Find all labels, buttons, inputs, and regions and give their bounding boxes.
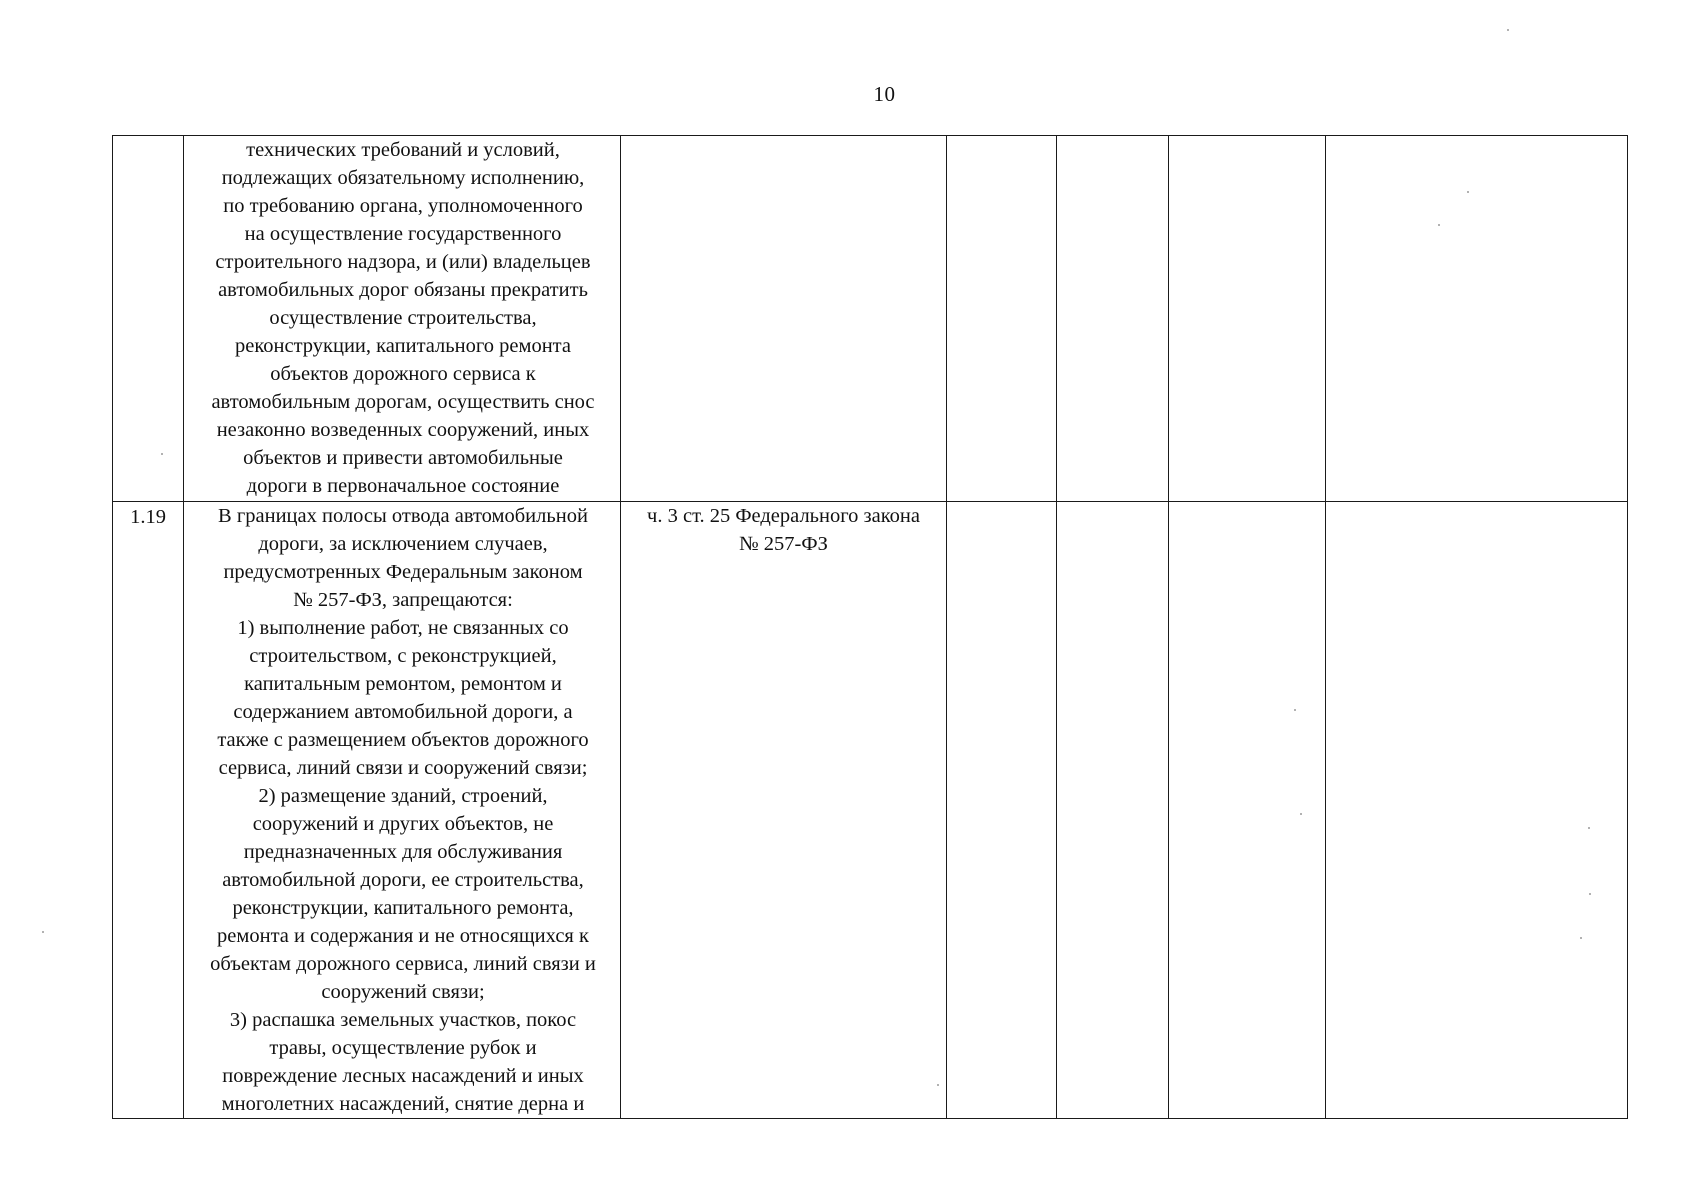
requirement-line: незаконно возведенных сооружений, иных [216, 419, 590, 441]
requirement-line: травы, осуществление рубок и [269, 1037, 537, 1059]
empty-cell [1326, 136, 1628, 502]
scan-speck [1294, 709, 1296, 711]
requirement-line: ремонта и содержания и не относящихся к [217, 925, 589, 947]
requirements-table [112, 135, 1628, 1119]
requirement-line: сооружений связи; [321, 981, 485, 1003]
requirement-line: автомобильной дороги, ее строительства, [222, 869, 584, 891]
requirement-text [184, 136, 620, 500]
item-number-cell [113, 502, 184, 1119]
page-number: 10 [873, 82, 896, 106]
scan-speck [1588, 827, 1590, 829]
empty-cell [1326, 502, 1628, 1119]
scan-speck [161, 453, 163, 455]
requirement-line: подлежащих обязательному исполнению, [221, 167, 585, 189]
item-number-cell [113, 136, 184, 502]
scan-speck [937, 1084, 939, 1086]
requirement-line: № 257-ФЗ, запрещаются: [293, 589, 513, 611]
legal-reference-cell [621, 502, 947, 1119]
requirement-line: 3) распашка земельных участков, покос [229, 1009, 577, 1031]
scan-speck [1507, 29, 1509, 31]
legal-reference-cell [621, 136, 947, 502]
table-row [113, 502, 1628, 1119]
requirement-line: реконструкции, капитального ремонта [235, 335, 571, 357]
requirement-line: содержанием автомобильной дороги, а [233, 701, 573, 723]
requirement-line: повреждение лесных насаждений и иных [222, 1065, 584, 1087]
requirement-line: объектов и привести автомобильные [243, 447, 563, 469]
requirement-line: объектам дорожного сервиса, линий связи и [210, 953, 596, 975]
requirement-line: по требованию органа, уполномоченного [223, 195, 583, 217]
requirement-line: предусмотренных Федеральным законом [223, 561, 583, 583]
requirement-line: В границах полосы отвода автомобильной [218, 505, 588, 527]
requirement-line: строительного надзора, и (или) владельцев [215, 251, 591, 273]
requirement-line: многолетних насаждений, снятие дерна и [221, 1093, 585, 1115]
requirement-line: 2) размещение зданий, строений, [258, 785, 548, 807]
empty-cell [1057, 502, 1169, 1119]
requirement-line: капитальным ремонтом, ремонтом и [244, 673, 562, 695]
requirement-line: автомобильным дорогам, осуществить снос [211, 391, 595, 413]
requirement-line: строительством, с реконструкцией, [249, 645, 557, 667]
scan-speck [1300, 813, 1302, 815]
scan-speck [1589, 893, 1591, 895]
requirement-line: осуществление строительства, [269, 307, 537, 329]
requirement-text [184, 502, 620, 1118]
empty-cell [947, 502, 1057, 1119]
scan-speck [1580, 937, 1582, 939]
empty-cell [1169, 502, 1326, 1119]
reference-line: № 257-ФЗ [739, 533, 828, 555]
scan-speck [42, 931, 44, 933]
scan-speck [1467, 191, 1469, 193]
empty-cell [1057, 136, 1169, 502]
requirement-line: сооружений и других объектов, не [252, 813, 554, 835]
requirement-line: на осуществление государственного [244, 223, 562, 245]
reference-line: ч. 3 ст. 25 Федерального закона [647, 505, 920, 527]
requirement-line: также с размещением объектов дорожного [217, 729, 589, 751]
requirement-line: объектов дорожного сервиса к [270, 363, 536, 385]
scan-speck [1438, 224, 1440, 226]
legal-reference-text [621, 502, 946, 558]
requirement-line: дороги, за исключением случаев, [258, 533, 548, 555]
requirement-line: дороги в первоначальное состояние [246, 475, 560, 497]
item-number: 1.19 [130, 506, 166, 528]
empty-cell [947, 136, 1057, 502]
requirement-line: предназначенных для обслуживания [243, 841, 563, 863]
requirement-cell [184, 136, 621, 502]
requirement-line: технических требований и условий, [246, 139, 560, 161]
requirement-line: автомобильных дорог обязаны прекратить [218, 279, 588, 301]
requirement-line: 1) выполнение работ, не связанных со [237, 617, 569, 639]
requirement-cell [184, 502, 621, 1119]
empty-cell [1169, 136, 1326, 502]
requirement-line: реконструкции, капитального ремонта, [232, 897, 574, 919]
requirement-line: сервиса, линий связи и сооружений связи; [218, 757, 588, 779]
table-row [113, 136, 1628, 502]
